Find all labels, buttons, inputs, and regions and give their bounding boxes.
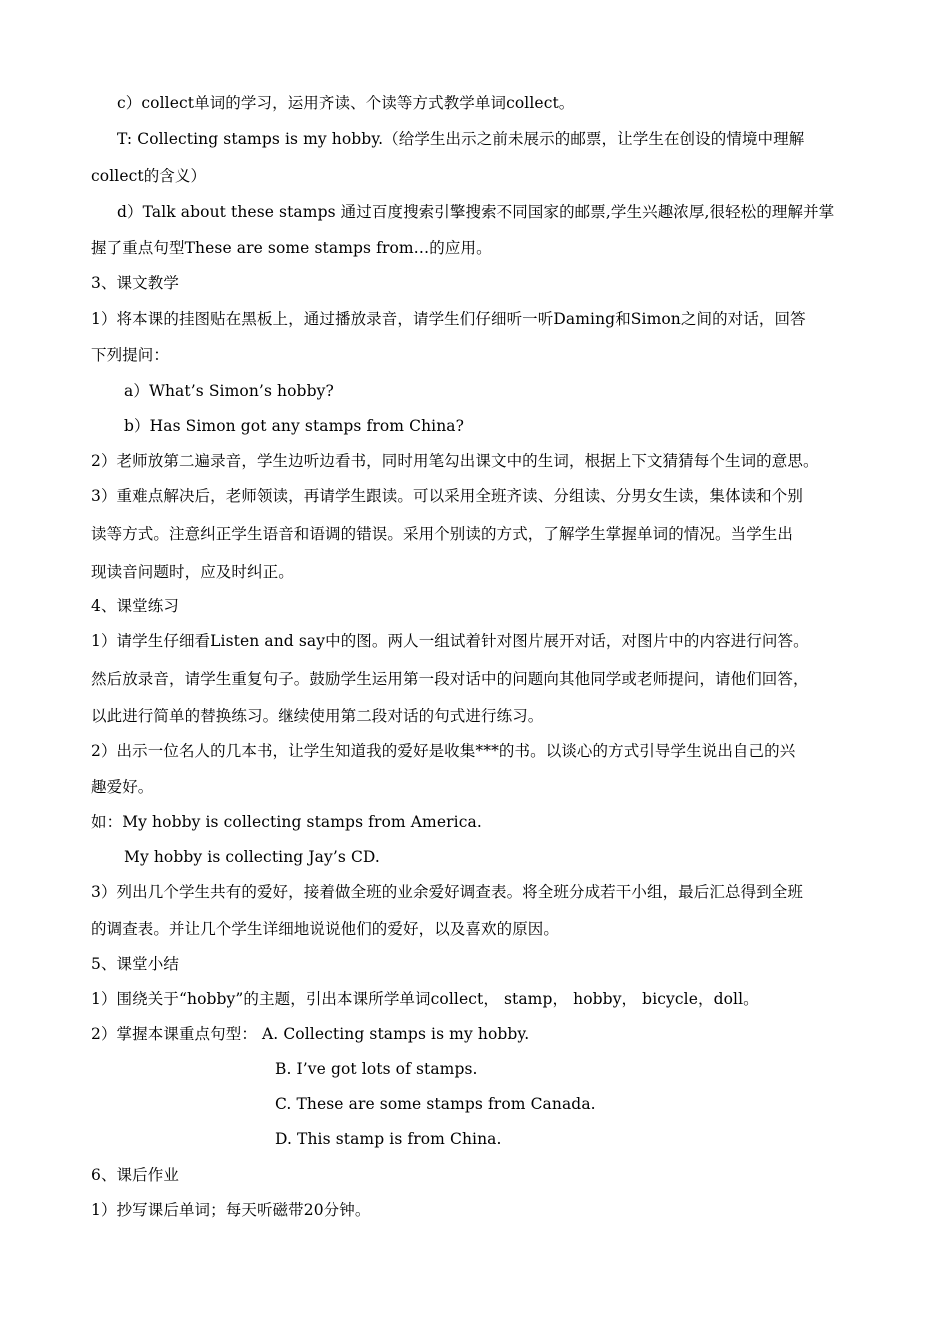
example-sentence-1: 如：My hobby is collecting stamps from America. bbox=[91, 813, 482, 831]
text-line-key-patterns-a: 2）掌握本课重点句型： A. Collecting stamps is my hobby. bbox=[91, 1025, 530, 1043]
text-line-listen-and-say: 1）请学生仔细看Listen and say中的图。两人一组试着针对图片展开对话，对图片中的内容进行问答。 bbox=[91, 632, 809, 650]
text-line-questions-intro: 下列提问： bbox=[91, 346, 170, 364]
text-line-repeat-sentences: 然后放录音，请学生重复句子。鼓励学生运用第一段对话中的问题向其他同学或老师提问，请他们回答， bbox=[91, 670, 809, 688]
text-line-teacher-example: T: Collecting stamps is my hobby.（给学生出示之前未展示的邮票，让学生在创设的情境中理解 bbox=[117, 130, 805, 148]
key-pattern-b: B. I’ve got lots of stamps. bbox=[275, 1060, 478, 1078]
key-pattern-c: C. These are some stamps from Canada. bbox=[275, 1095, 596, 1113]
text-line-collect-meaning: collect的含义） bbox=[91, 167, 207, 185]
section-heading-homework: 6、课后作业 bbox=[91, 1166, 179, 1184]
text-line-collect-word: c）collect单词的学习，运用齐读、个读等方式教学单词collect。 bbox=[117, 94, 575, 112]
text-line-talk-stamps: d）Talk about these stamps 通过百度搜索引擎搜索不同国家的邮票,学生兴趣浓厚,很轻松的理解并掌 bbox=[117, 203, 835, 221]
example-sentence-2: My hobby is collecting Jay’s CD. bbox=[124, 848, 380, 866]
question-b: b）Has Simon got any stamps from China? bbox=[124, 417, 465, 435]
key-pattern-d: D. This stamp is from China. bbox=[275, 1130, 502, 1148]
section-heading-summary: 5、课堂小结 bbox=[91, 955, 179, 973]
question-a: a）What’s Simon’s hobby? bbox=[124, 382, 334, 400]
section-heading-text-teaching: 3、课文教学 bbox=[91, 274, 179, 292]
text-line-reading-methods: 读等方式。注意纠正学生语音和语调的错误。采用个别读的方式，了解学生掌握单词的情况。当学生出 bbox=[91, 525, 794, 543]
text-line-survey-table: 的调查表。并让几个学生详细地说说他们的爱好，以及喜欢的原因。 bbox=[91, 920, 560, 938]
text-line-key-sentence: 握了重点句型These are some stamps from…的应用。 bbox=[91, 239, 492, 257]
text-line-correction: 现读音问题时，应及时纠正。 bbox=[91, 563, 294, 581]
text-line-substitution: 以此进行简单的替换练习。继续使用第二段对话的句式进行练习。 bbox=[91, 707, 544, 725]
text-line-follow-reading: 3）重难点解决后，老师领读，再请学生跟读。可以采用全班齐读、分组读、分男女生读，集体读和个别 bbox=[91, 487, 803, 505]
text-line-hobbies: 趣爱好。 bbox=[91, 778, 154, 796]
text-line-homework-1: 1）抄写课后单词；每天听磁带20分钟。 bbox=[91, 1201, 371, 1219]
text-line-hang-picture: 1）将本课的挂图贴在黑板上，通过播放录音，请学生们仔细听一听Daming和Simon之间的对话，回答 bbox=[91, 310, 806, 328]
text-line-second-recording: 2）老师放第二遍录音，学生边听边看书，同时用笔勾出课文中的生词，根据上下文猜猜每个生词的意思。 bbox=[91, 452, 819, 470]
text-line-vocabulary: 1）围绕关于“hobby”的主题，引出本课所学单词collect， stamp， hobby， bicycle，doll。 bbox=[91, 990, 759, 1008]
section-heading-practice: 4、课堂练习 bbox=[91, 597, 179, 615]
text-line-famous-books: 2）出示一位名人的几本书，让学生知道我的爱好是收集***的书。以谈心的方式引导学生说出自己的兴 bbox=[91, 742, 796, 760]
text-line-hobby-survey: 3）列出几个学生共有的爱好，接着做全班的业余爱好调查表。将全班分成若干小组，最后汇总得到全班 bbox=[91, 883, 803, 901]
